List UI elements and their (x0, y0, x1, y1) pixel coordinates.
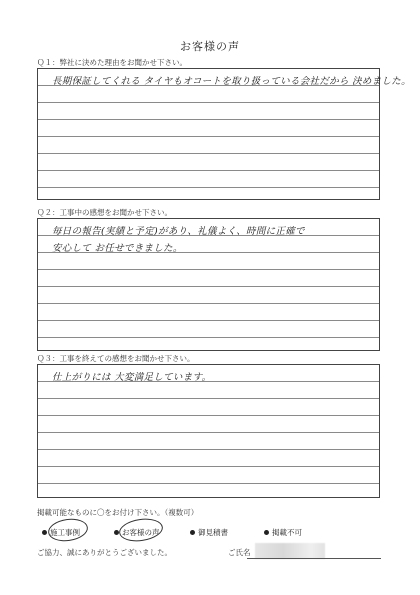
thanks-message: ご協力、誠にありがとうございました。 (37, 548, 172, 557)
answer-line: 長期保証してくれる タイヤもオコートを取り扱っている会社だから 決めました。 (52, 76, 411, 87)
option-label: 掲載不可 (272, 528, 302, 537)
name-underline (247, 557, 381, 559)
bullet-icon (42, 530, 47, 535)
answer-line: 毎日の報告(実績と予定)があり、礼儀よく、時間に正確で (52, 226, 305, 237)
bullet-icon (190, 530, 195, 535)
page-title: お客様の声 (180, 40, 240, 53)
name-label: ご氏名 (228, 548, 251, 557)
answer-line: 安心して お任せできました。 (52, 243, 183, 254)
question-2-answer-box (37, 218, 380, 351)
question-1-answer-box (37, 68, 411, 200)
selection-circle-mark (118, 516, 165, 544)
question-2-label: Ｑ２：工事中の感想をお聞かせ下さい。 (37, 208, 172, 217)
option-not-publishable[interactable] (264, 527, 302, 538)
publish-instruction: 掲載可能なものに〇をお付け下さい。（複数可） (37, 508, 199, 517)
question-1-label: Ｑ１：弊社に決めた理由をお聞かせ下さい。 (37, 58, 187, 67)
option-label: 施工事例 (50, 528, 80, 537)
question-3-label: Ｑ３：工事を終えての感想をお聞かせ下さい。 (37, 354, 195, 363)
option-label: 御見積書 (198, 528, 228, 537)
selection-circle-mark (47, 516, 90, 543)
option-estimate[interactable] (190, 527, 228, 538)
option-label: お客様の声 (122, 528, 160, 537)
answer-line: 仕上がりには 大変満足しています。 (52, 372, 212, 383)
question-3-answer-box (37, 364, 380, 498)
bullet-icon (264, 530, 269, 535)
